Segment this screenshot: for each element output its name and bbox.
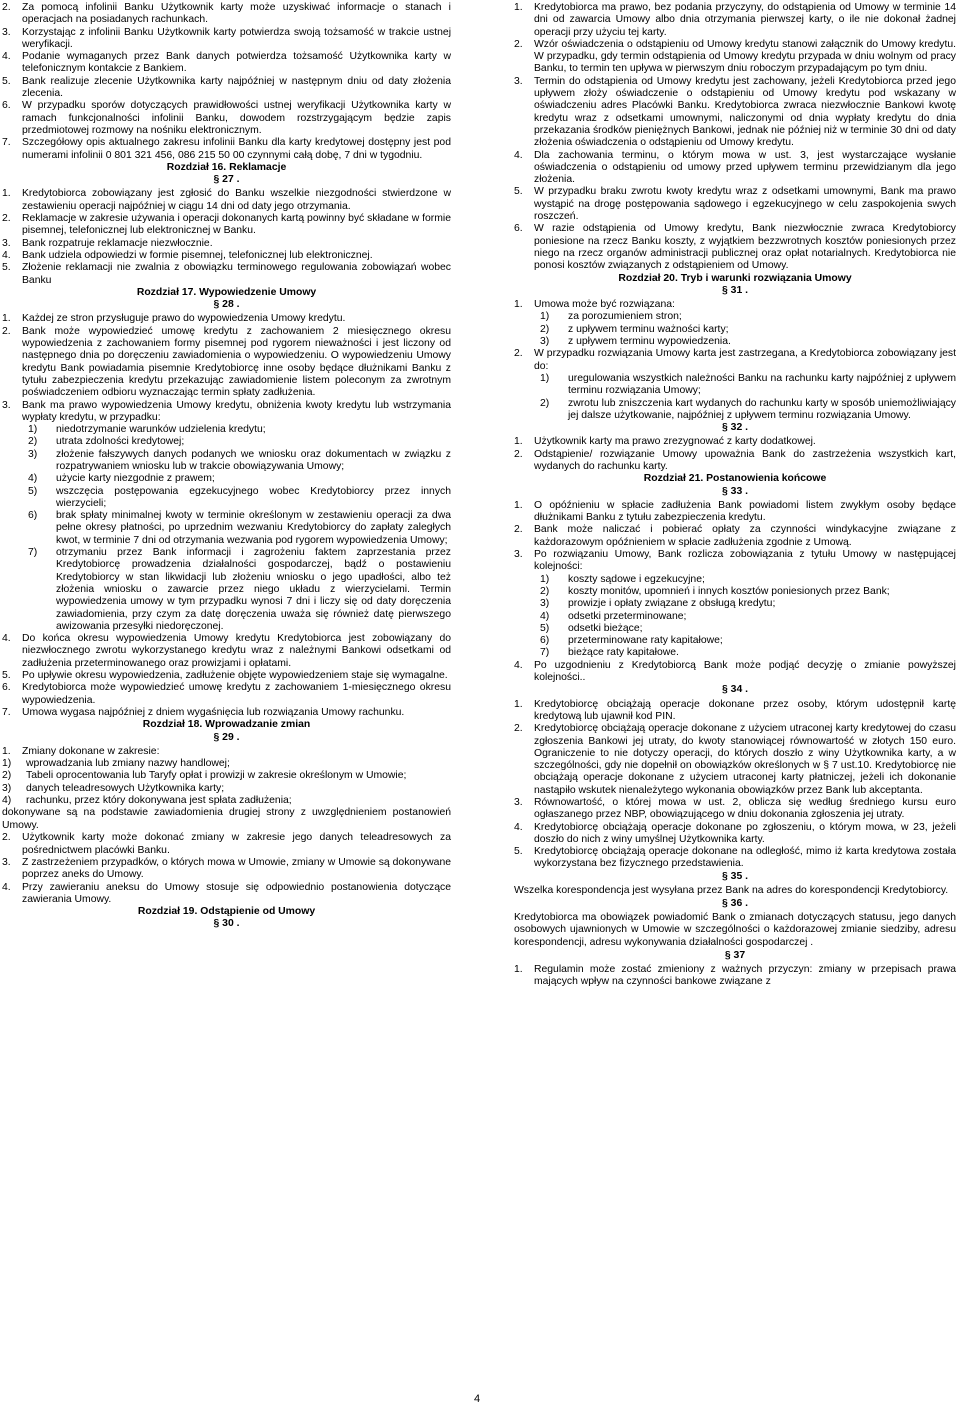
item-text: Tabeli oprocentowania lub Taryfy opłat i prowizji w zakresie określonym w Umowie; [26, 770, 407, 782]
list-item [2, 436, 451, 448]
item-text: Kredytobiorcę obciążają operacje dokonane na odległość, mimo iż karta kredytowa została wykorzystana bez fizycznego przedstawienia. [534, 846, 956, 870]
list-item [2, 449, 451, 474]
numbered-paragraph [2, 2, 451, 27]
item-number: 1. [514, 2, 523, 13]
item-text: Po uzgodnieniu z Kredytobiorcą Bank może podjąć decyzję o zmianie powyższej kolejności.. [534, 659, 956, 684]
item-number: 3) [2, 782, 12, 794]
item-text: Do końca okresu wypowiedzenia Umowy kredytu Kredytobiorca jest zobowiązany do niezwłocznego zwrotu wykorzystanego kredytu wraz z należnymi Bankowi odsetkami od zadłużenia przeterminowanego oraz prowizjami i opłatami. [22, 633, 451, 669]
list-item [514, 611, 956, 623]
list-item [514, 574, 956, 586]
list-item [2, 486, 451, 511]
list-item [514, 598, 956, 610]
numbered-paragraph [2, 326, 451, 400]
item-text: Wzór oświadczenia o odstąpieniu od Umowy kredytu stanowi załącznik do Umowy kredytu. W przypadku, gdy termin odstąpienia od Umowy kredytu przypada w dniu wolnym od pracy Banku, to termin ten upływa w pierwszym dniu roboczym przypadającym po tym dniu. [534, 38, 956, 75]
item-number: 1) [540, 311, 550, 323]
item-text: Bank rozpatruje reklamacje niezwłocznie. [22, 237, 213, 249]
item-text: W przypadku rozwiązania Umowy karta jest zastrzegana, a Kredytobiorca zobowiązany jest do: [534, 348, 956, 372]
numbered-paragraph [514, 2, 956, 39]
numbered-paragraph [2, 707, 451, 719]
list-item [2, 510, 451, 547]
item-number: 1. [514, 436, 523, 448]
item-text: Kredytobiorcę obciążają operacje dokonane z użyciem utraconej karty kredytowej do czasu zgłoszenia Bankowi jej utraty, do kwoty stanowiącej równowartość w złotych 150 euro. Ograniczenie to nie dotyczy operacji, do których doszło z winy Użytkownika karty, a w szczególności, gdy nie dopełnił on obowiązków określonych w § 7 ust.10. Kredytobiorcę nie obciążają operacje dokonane z użyciem utraconej karty płatniczej, jeżeli ich dokonanie nastąpiło wskutek nienależytego wykonania obowiązków przez Bank lub akceptanta. [534, 723, 956, 796]
item-number: 3. [514, 797, 523, 808]
numbered-paragraph [514, 299, 956, 311]
list-item [2, 770, 451, 782]
chapter-heading: Rozdział 18. Wprowadzanie zmian [142, 719, 311, 731]
list-item [514, 647, 956, 659]
numbered-paragraph [2, 76, 451, 101]
item-text: Szczegółowy opis aktualnego zakresu infolinii Banku dla karty kredytowej dostępny jest pod numerami infolinii 0 801 321 456, 086 215 50 00 czynnymi całą dobę, 7 dni w tygodniu. [22, 137, 451, 161]
list-item [514, 324, 956, 336]
numbered-paragraph [2, 51, 451, 76]
item-text: otrzymaniu przez Bank informacji i zagrożeniu faktem zaprzestania przez Kredytobiorcę prowadzenia działalności gospodarczej, bądź o postawieniu Kredytobiorcy w stan likwidacji lub złożeniu wniosku o jego upadłości, albo też złożenia wniosku o zawarcie przez niego układu z wierzycielami. Termin wypowiedzenia umowy w tym przypadku wynosi 7 dni i liczy się od daty doręczenia zawiadomienia, przy czym za datę doręczenia uważa się również datę pierwszego awizowania przesyłki niedoręczonej. [56, 547, 451, 632]
numbered-paragraph [514, 436, 956, 448]
item-number: 1. [2, 188, 11, 200]
numbered-paragraph [514, 39, 956, 76]
item-number: 1. [2, 313, 11, 325]
item-text: Umowa wygasa najpóźniej z dniem wygaśnięcia lub rozwiązania Umowy rachunku. [22, 706, 405, 718]
item-text: bieżące raty kapitałowe. [568, 647, 679, 659]
list-item [2, 473, 451, 485]
item-text: danych teleadresowych Użytkownika karty; [26, 782, 225, 794]
item-number: 5. [514, 846, 523, 858]
item-text: Odstąpienie/ rozwiązanie Umowy upoważnia Bank do zastrzeżenia wszystkich kart, wydanych do rachunku karty. [534, 448, 956, 472]
item-text: za porozumieniem stron; [568, 311, 682, 323]
numbered-paragraph [514, 223, 956, 272]
numbered-paragraph [514, 76, 956, 150]
section-number: § 35 . [722, 870, 748, 882]
numbered-paragraph [2, 882, 451, 907]
page-number: 4 [474, 1393, 481, 1405]
item-number: 1. [514, 499, 523, 511]
numbered-paragraph [514, 150, 956, 187]
chapter-heading: Rozdział 16. Reklamacje [166, 161, 287, 173]
item-text: Regulamin może zostać zmieniony z ważnych przyczyn: zmiany w przepisach prawa mających wpływ na czynności bankowe związane z [534, 963, 956, 988]
list-item [514, 623, 956, 635]
numbered-paragraph [2, 250, 451, 262]
item-number: 6) [540, 635, 550, 647]
list-item [2, 795, 451, 807]
item-text: z upływem terminu ważności karty; [568, 323, 729, 335]
item-number: 3. [2, 399, 11, 411]
item-number: 2) [2, 770, 12, 782]
item-number: 2. [514, 348, 523, 360]
numbered-paragraph [2, 400, 451, 425]
item-text: Dla zachowania terminu, o którym mowa w ust. 3, jest wystarczające wysłanie oświadczenia o odstąpieniu od umowy przed upływem terminu przewidzianym dla jego złożenia. [534, 149, 956, 186]
item-number: 4. [514, 821, 523, 833]
item-number: 3) [28, 448, 38, 460]
item-text: Bank może naliczać i pobierać opłaty za czynności windykacyjne związane z każdorazowym opóźnieniem w spłacie zadłużenia zgodnie z Umową. [534, 524, 956, 548]
item-number: 6) [28, 510, 38, 522]
right-column [514, 2, 956, 988]
item-number: 4. [514, 149, 523, 161]
item-text: brak spłaty minimalnej kwoty w terminie określonym w zestawieniu operacji za dwa pełne okresy płatności, po uprzednim wezwaniu Kredytobiorcy do zapłaty zaległych kwot, w terminie 7 dni od otrzymania wezwania pod rygorem wypowiedzenia Umowy; [56, 510, 451, 546]
item-number: 4. [2, 633, 11, 645]
item-text: prowizje i opłaty związane z obsługą kredytu; [568, 598, 776, 610]
chapter-heading: Rozdział 17. Wypowiedzenie Umowy [136, 286, 317, 298]
left-column [2, 2, 451, 933]
item-number: 1. [514, 698, 523, 710]
item-number: 7) [540, 647, 550, 659]
item-number: 4. [2, 51, 11, 63]
numbered-paragraph [2, 682, 451, 707]
list-item [2, 424, 451, 436]
item-text: Każdej ze stron przysługuje prawo do wypowiedzenia Umowy kredytu. [22, 313, 346, 325]
section-number: § 27 . [213, 174, 240, 186]
numbered-paragraph [514, 186, 956, 223]
numbered-paragraph [514, 797, 956, 822]
item-number: 2. [514, 723, 523, 735]
section-number: § 32 . [722, 422, 748, 434]
item-number: 4. [514, 659, 523, 671]
item-number: 4) [28, 473, 38, 485]
section-number: § 37 [724, 949, 746, 961]
paragraph: dokonywane są na podstawie zawiadomienia drugiej strony z uwzględnieniem postanowień Umowy. [2, 807, 451, 831]
item-number: 4) [540, 610, 550, 622]
numbered-paragraph [514, 500, 956, 525]
item-number: 5) [28, 485, 38, 497]
numbered-paragraph [514, 723, 956, 797]
item-number: 5. [2, 262, 11, 274]
item-text: Bank może wypowiedzieć umowę kredytu z zachowaniem 2 miesięcznego okresu wypowiedzenia z zachowaniem formy pisemnej pod rygorem nieważności i jest liczony od następnego dnia po doręczeniu zawiadomienia o wypowiedzeniu. O wypowiedzeniu Umowy kredytu Bank powiadamia pisemnie Kredytobiorcę inne osoby będące dłużnikami Banku z tytułu zabezpieczenia kredytu przekazując zawiadomienie listem poleconym za zwrotnym poświadczeniem odbioru wyznaczając termin spłaty zadłużenia. [22, 325, 451, 399]
item-number: 3. [514, 549, 523, 561]
item-number: 2. [2, 832, 11, 844]
item-number: 3. [2, 237, 11, 249]
item-text: złożenie fałszywych danych podanych we wniosku oraz dokumentach w związku z rozpatrywaniem wniosku lub w trakcie obowiązywania Umowy; [56, 448, 451, 472]
item-text: Z zastrzeżeniem przypadków, o których mowa w Umowie, zmiany w Umowie są dokonywane poprzez aneks do Umowy. [22, 856, 451, 881]
item-text: przeterminowane raty kapitałowe; [568, 635, 723, 647]
list-item [514, 398, 956, 423]
item-text: Bank realizuje zlecenie Użytkownika karty najpóźniej w następnym dniu od daty złożenia zlecenia. [22, 75, 451, 100]
item-text: Bank udziela odpowiedzi w formie pisemnej, telefonicznej lub elektronicznej. [22, 249, 373, 261]
item-text: Kredytobiorcę obciążają operacje dokonane przez osoby, którym udostępnił kartę kredytową lub ujawnił kod PIN. [534, 698, 956, 722]
item-number: 4. [2, 249, 11, 261]
item-text: Podanie wymaganych przez Bank danych potwierdza tożsamość Użytkownika karty w telefonicznym kontakcie z Bankiem. [22, 51, 451, 75]
item-text: Bank ma prawo wypowiedzenia Umowy kredytu, obniżenia kwoty kredytu lub wstrzymania wypłaty kredytu, w przypadku: [22, 399, 451, 423]
item-number: 7) [28, 547, 38, 559]
item-text: Korzystając z infolinii Banku Użytkownik karty potwierdza swoją tożsamość w trakcie ustnej weryfikacji. [22, 26, 451, 50]
item-text: Kredytobiorca zobowiązany jest zgłosić do Banku wszelkie niezgodności stwierdzone w zestawieniu operacji najpóźniej w ciągu 14 dni od daty jego otrzymania. [22, 188, 451, 212]
numbered-paragraph [514, 699, 956, 724]
list-item [514, 336, 956, 348]
item-number: 7. [2, 706, 11, 718]
numbered-paragraph [514, 660, 956, 685]
numbered-paragraph [2, 27, 451, 52]
item-text: niedotrzymanie warunków udzielenia kredytu; [56, 424, 266, 436]
section-number: § 30 . [213, 918, 240, 930]
item-text: rachunku, przez który dokonywana jest spłata zadłużenia; [26, 795, 292, 806]
section-number: § 29 . [213, 731, 240, 743]
numbered-paragraph [514, 846, 956, 871]
item-number: 3. [2, 856, 11, 868]
item-text: W przypadku sporów dotyczących prawidłowości ustnej weryfikacji Użytkownika karty w ramach funkcjonalności infolinii Banku, dowodem rozstrzygającym będzie zapis przedmiotowej rozmowy na nośniku elektronicznym. [22, 100, 451, 136]
list-item [2, 547, 451, 633]
item-text: zwrotu lub zniszczenia kart wydanych do rachunku karty w sposób uniemożliwiający jej dalsze użytkowanie, najpóźniej z upływem terminu rozwiązania Umowy. [568, 397, 956, 421]
item-text: Kredytobiorca może wypowiedzieć umowę kredytu z zachowaniem 1-miesięcznego okresu wypowiedzenia. [22, 682, 451, 706]
item-text: koszty sądowe i egzekucyjne; [568, 573, 705, 585]
paragraph: Kredytobiorca ma obowiązek powiadomić Bank o zmianach dotyczących statusu, jego danych osobowych ujawnionych w Umowie w szczególności o każdorazowej zmianie siedziby, adresu korespondencji, adresu wykonywania działalności gospodarczej . [514, 912, 956, 948]
numbered-paragraph [2, 100, 451, 137]
item-number: 5. [2, 75, 11, 87]
section-number: § 28 . [213, 299, 240, 311]
item-number: 2. [2, 213, 11, 225]
section-number: § 34 . [722, 684, 748, 696]
item-text: Kredytobiorcę obciążają operacje dokonane po zgłoszeniu, o którym mowa, w 23, jeżeli doszło do nich z winy umyślnej Użytkownika karty. [534, 821, 956, 845]
item-number: 1) [540, 372, 550, 384]
item-number: 1. [514, 963, 523, 975]
item-number: 4. [2, 881, 11, 893]
numbered-paragraph [514, 449, 956, 474]
item-text: Po upływie okresu wypowiedzenia, zadłużenie objęte wypowiedzeniem staje się wymagalne. [22, 670, 448, 682]
item-number: 4) [2, 795, 12, 806]
item-number: 2) [540, 323, 550, 335]
item-text: O opóźnieniu w spłacie zadłużenia Bank powiadomi listem zwykłym osoby będące dłużnikami Banku z tytułu zabezpieczenia kredytu. [534, 499, 956, 524]
numbered-paragraph [2, 188, 451, 213]
list-item [514, 311, 956, 323]
item-number: 3. [2, 26, 11, 38]
item-text: Za pomocą infolinii Banku Użytkownik karty może uzyskiwać informacje o stanach i operacjach na posiadanych rachunkach. [22, 2, 451, 26]
section-number: § 31 . [722, 284, 748, 296]
list-item [514, 635, 956, 647]
item-text: Użytkownik karty ma prawo zrezygnować z karty dodatkowej. [534, 436, 816, 448]
item-text: Równowartość, o której mowa w ust. 2, oblicza się według średniego kursu euro ogłaszanego przez NBP, obowiązującego w dniu dokonania zgłoszenia jej utraty. [534, 797, 956, 821]
item-number: 2) [540, 397, 550, 409]
list-item [514, 373, 956, 398]
item-number: 2. [514, 448, 523, 460]
item-number: 1) [28, 424, 38, 436]
paragraph: Wszelka korespondencja jest wysyłana przez Bank na adres do korespondencji Kredytobiorcy. [514, 885, 949, 897]
item-number: 5. [2, 670, 11, 682]
chapter-heading: Rozdział 20. Tryb i warunki rozwiązania Umowy [618, 272, 852, 284]
item-number: 3. [514, 75, 523, 87]
numbered-paragraph [514, 348, 956, 373]
item-text: Zmiany dokonane w zakresie: [22, 745, 160, 757]
item-text: z upływem terminu wypowiedzenia. [568, 336, 731, 348]
numbered-paragraph [2, 137, 451, 162]
item-number: 5. [514, 186, 523, 198]
list-item [2, 783, 451, 795]
numbered-paragraph [2, 633, 451, 670]
numbered-paragraph [2, 313, 451, 325]
item-number: 2. [514, 524, 523, 536]
item-text: uregulowania wszystkich należności Banku na rachunku karty najpóźniej z upływem terminu rozwiązania Umowy; [568, 372, 956, 397]
item-number: 1. [514, 299, 523, 311]
chapter-heading: Rozdział 19. Odstąpienie od Umowy [137, 906, 316, 918]
item-number: 5) [540, 622, 550, 634]
item-number: 1) [540, 573, 550, 585]
item-text: Reklamacje w zakresie używania i operacji dokonanych kartą powinny być składane w formie pisemnej, telefonicznej lub elektronicznej w Banku. [22, 213, 451, 237]
numbered-paragraph [514, 822, 956, 847]
item-number: 2. [2, 325, 11, 337]
numbered-paragraph [514, 524, 956, 549]
item-number: 1. [2, 745, 11, 757]
chapter-heading: Rozdział 21. Postanowienia końcowe [643, 473, 827, 485]
item-text: Złożenie reklamacji nie zwalnia z obowiązku terminowego regulowania zobowiązań wobec Banku [22, 262, 451, 286]
item-number: 6. [514, 223, 523, 235]
numbered-paragraph [514, 964, 956, 989]
item-number: 6. [2, 682, 11, 694]
item-number: 3) [540, 336, 550, 348]
numbered-paragraph [2, 746, 451, 758]
section-number: § 36 . [722, 897, 748, 909]
numbered-paragraph [2, 670, 451, 682]
numbered-paragraph [2, 213, 451, 238]
item-text: Przy zawieraniu aneksu do Umowy stosuje się odpowiednio postanowienia dotyczące zawierania Umowy. [22, 881, 451, 905]
item-text: wszczęcia postępowania egzekucyjnego wobec Kredytobiorcy przez innych wierzycieli; [56, 485, 451, 509]
section-number: § 33 . [722, 485, 748, 497]
item-text: Umowa może być rozwiązana: [534, 299, 675, 311]
item-text: użycie karty niezgodnie z prawem; [56, 473, 215, 485]
item-text: utrata zdolności kredytowej; [56, 436, 185, 448]
item-text: Po rozwiązaniu Umowy, Bank rozlicza zobowiązania z tytułu Umowy w następującej kolejności: [534, 549, 956, 573]
item-text: odsetki przeterminowane; [568, 610, 687, 622]
item-number: 2. [514, 38, 523, 50]
item-number: 2) [28, 436, 38, 448]
item-text: W przypadku braku zwrotu kwoty kredytu wraz z odsetkami umownymi, Bank ma prawo wystąpić na drogę postępowania sądowego i egzekucyjnego w celu zaspokojenia swych roszczeń. [534, 186, 956, 223]
item-text: koszty monitów, upomnień i innych kosztów poniesionych przez Bank; [568, 585, 890, 597]
item-number: 6. [2, 100, 11, 112]
item-text: Termin do odstąpienia od Umowy kredytu jest zachowany, jeżeli Kredytobiorca przed jego upływem złoży oświadczenie o odstąpieniu od Umowy kredytu pod wskazany w oświadczeniu adres Placówki Banku. Kredytobiorca zwraca niezwłocznie Bankowi kwotę kredytu wraz z odsetkami umownymi, naliczonymi od dnia wypłaty kredytu do dnia przekazania środków pieniężnych Bankowi, jednak nie później niż w terminie 30 dni od daty złożenia oświadczenia o odstąpieniu od Umowy kredytu. [534, 75, 956, 149]
numbered-paragraph [2, 262, 451, 287]
item-text: Użytkownik karty może dokonać zmiany w zakresie jego danych teleadresowych za pośrednictwem placówki Banku. [22, 832, 451, 856]
numbered-paragraph [514, 549, 956, 574]
numbered-paragraph [2, 238, 451, 250]
item-text: odsetki bieżące; [568, 622, 643, 634]
item-text: Kredytobiorca ma prawo, bez podania przyczyny, do odstąpienia od Umowy w terminie 14 dni od zawarcia Umowy albo dnia otrzymania pierwszej karty, o ile nie dokonał żadnej operacji przy użyciu tej karty. [534, 2, 956, 38]
list-item [514, 586, 956, 598]
item-text: W razie odstąpienia od Umowy kredytu, Bank niezwłocznie zwraca Kredytobiorcy poniesione na rzecz Banku koszty, z wyjątkiem bezzwrotnych kosztów poniesionych przez niego na rzecz organów administracji publicznej oraz opłat notarialnych. Kredytobiorca nie ponosi kosztów związanych z odstąpieniem od Umowy. [534, 223, 956, 272]
item-number: 7. [2, 137, 11, 149]
item-number: 3) [540, 598, 550, 610]
item-number: 1) [2, 758, 12, 770]
numbered-paragraph [2, 832, 451, 857]
numbered-paragraph [2, 857, 451, 882]
item-number: 2. [2, 2, 11, 13]
list-item [2, 758, 451, 770]
item-text: wprowadzania lub zmiany nazwy handlowej; [26, 758, 230, 770]
item-number: 2) [540, 585, 550, 597]
